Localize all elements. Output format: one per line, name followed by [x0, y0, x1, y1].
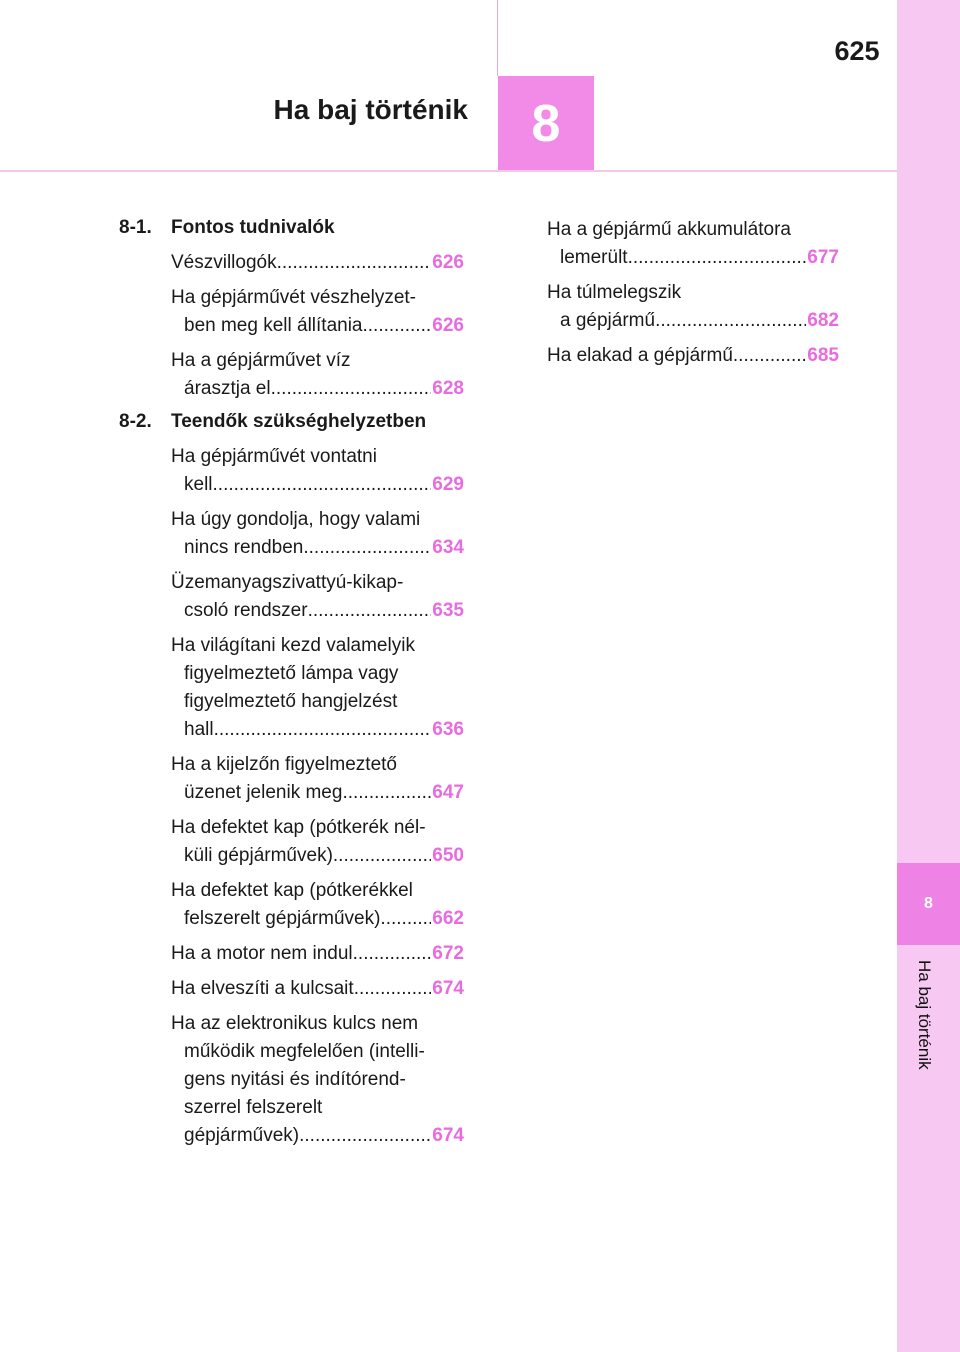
toc-entry-text: figyelmeztető lámpa vagy [184, 663, 399, 684]
toc-entry[interactable] [547, 279, 839, 335]
side-thumb-strip [897, 0, 960, 1352]
toc-entry-text: Ha elakad a gépjármű [547, 345, 733, 366]
toc-section-number: 8-2. [119, 411, 152, 432]
toc-entry-text: Ha gépjárművét vontatni [171, 446, 377, 467]
toc-entry-text: Ha a gépjárművet víz [171, 350, 351, 371]
dot-leader [342, 779, 431, 807]
side-chapter-tab[interactable]: 8 [897, 863, 960, 945]
toc-entry[interactable] [547, 216, 839, 272]
toc-page-link[interactable]: 674 [432, 978, 464, 999]
toc-section-title: Teendők szükséghelyzetben [171, 411, 427, 432]
toc-page-link[interactable]: 685 [807, 345, 839, 366]
dot-leader [333, 842, 431, 870]
toc-entry-text: nincs rendben [184, 537, 304, 558]
toc-section-title: Fontos tudnivalók [171, 217, 335, 238]
toc-entry[interactable] [171, 506, 464, 562]
dot-leader [303, 534, 431, 562]
toc-entry[interactable] [171, 569, 464, 625]
toc-entry-text: küli gépjárművek) [184, 845, 333, 866]
toc-entry-text: gépjárművek) [184, 1125, 300, 1146]
toc-section-heading [119, 410, 464, 434]
header-divider-vertical [497, 0, 498, 76]
toc-entry[interactable] [171, 284, 464, 340]
toc-entry[interactable] [171, 975, 464, 1003]
chapter-number-box: 8 [498, 76, 594, 171]
toc-entry-text: kell [184, 474, 213, 495]
toc-entry-text: ben meg kell állítania [184, 315, 363, 336]
dot-leader [299, 1122, 431, 1150]
toc-entry[interactable] [171, 249, 464, 277]
toc-entry-text: Üzemanyagszivattyú-kikap- [171, 572, 404, 593]
toc-entry[interactable] [171, 632, 464, 744]
toc-page-link[interactable]: 628 [432, 378, 464, 399]
toc-entry[interactable] [171, 877, 464, 933]
toc-entry-text: árasztja el [184, 378, 271, 399]
dot-leader [354, 975, 432, 1003]
toc-entry-text: a gépjármű [560, 310, 656, 331]
toc-page-link[interactable]: 629 [432, 474, 464, 495]
toc-entry[interactable] [171, 940, 464, 968]
toc-entry-text: Ha túlmelegszik [547, 282, 682, 303]
toc-page-link[interactable]: 677 [807, 247, 839, 268]
dot-leader [655, 307, 806, 335]
toc-page-link[interactable]: 626 [432, 315, 464, 336]
toc-entry-text: Ha gépjárművét vészhelyzet- [171, 287, 416, 308]
dot-leader [214, 716, 432, 744]
page-number: 625 [834, 36, 880, 66]
toc-page-link[interactable]: 682 [807, 310, 839, 331]
toc-page-link[interactable]: 634 [432, 537, 464, 558]
toc-section-heading [119, 216, 464, 240]
toc-entry-text: Ha az elektronikus kulcs nem [171, 1013, 419, 1034]
toc-entry[interactable] [171, 347, 464, 403]
toc-entry[interactable] [171, 443, 464, 499]
dot-leader [380, 905, 431, 933]
dot-leader [363, 312, 432, 340]
toc-entry-text: Vészvillogók [171, 252, 277, 273]
dot-leader [277, 249, 432, 277]
toc-page-link[interactable]: 650 [432, 845, 464, 866]
toc-left-column [119, 216, 464, 1157]
toc-entry-text: működik megfelelően (intelli- [184, 1041, 425, 1062]
toc-entry-text: szerrel felszerelt [184, 1097, 323, 1118]
toc-entry[interactable] [171, 751, 464, 807]
toc-entry-text: hall [184, 719, 214, 740]
toc-page-link[interactable]: 674 [432, 1125, 464, 1146]
toc-page-link[interactable]: 635 [432, 600, 464, 621]
toc-entry-text: gens nyitási és indítórend- [184, 1069, 406, 1090]
toc-page-link[interactable]: 626 [432, 252, 464, 273]
toc-entry-text: felszerelt gépjárművek) [184, 908, 381, 929]
chapter-title: Ha baj történik [273, 94, 468, 125]
toc-entry[interactable] [171, 814, 464, 870]
toc-page-link[interactable]: 672 [432, 943, 464, 964]
toc-entry-text: Ha a kijelzőn figyelmeztető [171, 754, 397, 775]
toc-section-number: 8-1. [119, 217, 152, 238]
toc-page-link[interactable]: 647 [432, 782, 464, 803]
toc-entry-text: Ha úgy gondolja, hogy valami [171, 509, 421, 530]
dot-leader [733, 342, 806, 370]
toc-entry-text: Ha defektet kap (pótkerék nél- [171, 817, 426, 838]
side-chapter-label: Ha baj történik [915, 960, 934, 1070]
toc-entry-text: csoló rendszer [184, 600, 308, 621]
dot-leader [271, 375, 432, 403]
toc-entry-text: Ha defektet kap (pótkerékkel [171, 880, 413, 901]
toc-page-link[interactable]: 662 [432, 908, 464, 929]
toc-entry-text: Ha világítani kezd valamelyik [171, 635, 415, 656]
toc-entry-text: figyelmeztető hangjelzést [184, 691, 398, 712]
toc-entry-text: Ha elveszíti a kulcsait [171, 978, 354, 999]
toc-entry[interactable] [547, 342, 839, 370]
dot-leader [353, 940, 432, 968]
dot-leader [213, 471, 432, 499]
toc-entry-text: Ha a gépjármű akkumulátora [547, 219, 791, 240]
dot-leader [628, 244, 807, 272]
toc-right-column [547, 216, 839, 377]
toc-entry[interactable] [171, 1010, 464, 1150]
toc-page-link[interactable]: 636 [432, 719, 464, 740]
toc-entry-text: lemerült [560, 247, 628, 268]
header-divider-horizontal [0, 170, 897, 172]
toc-entry-text: Ha a motor nem indul [171, 943, 353, 964]
toc-entry-text: üzenet jelenik meg [184, 782, 343, 803]
dot-leader [308, 597, 432, 625]
